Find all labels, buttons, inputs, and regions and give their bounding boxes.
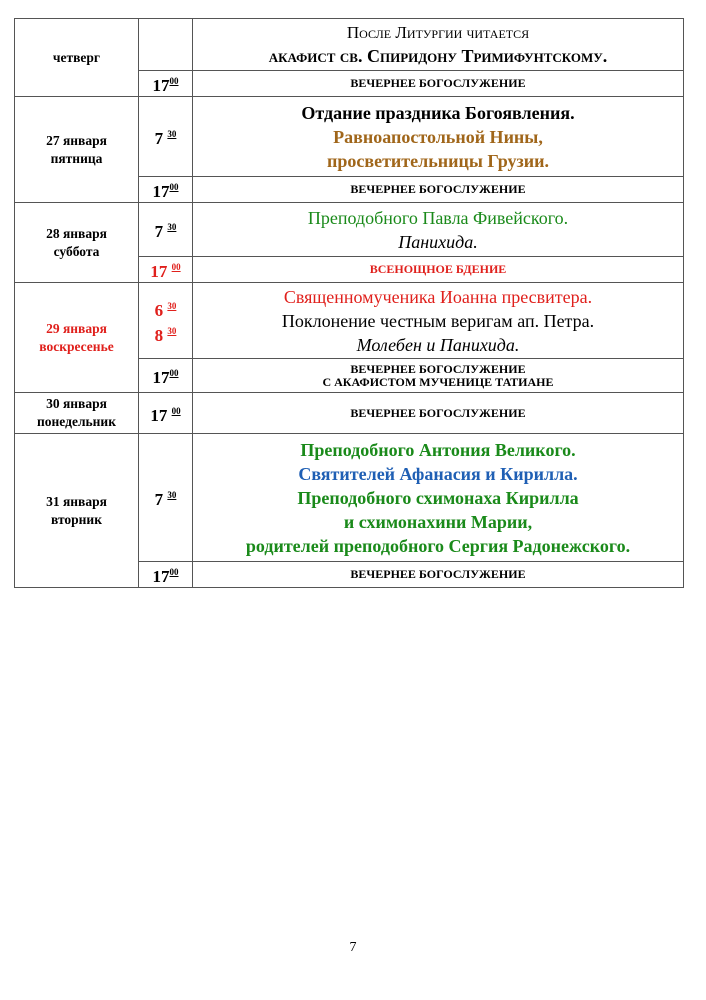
time-minutes: 30 [167,222,177,232]
time-minutes: 30 [167,129,177,139]
time-minutes: 30 [167,325,177,336]
weekday-label: вторник [50,511,102,527]
table-row [15,283,684,359]
time-cell [139,359,193,393]
date-label: 27 января [46,132,107,148]
date-label: 31 января [46,493,107,509]
time-cell [139,177,193,203]
weekday-label: воскресенье [39,338,114,354]
evening-service: ВЕЧЕРНЕЕ БОГОСЛУЖЕНИЕ [193,177,684,203]
saint-line: Святителей Афанасия и Кирилла. [298,463,578,484]
date-cell [15,434,139,588]
akathist-label: С АКАФИСТОМ МУЧЕНИЦЕ ТАТИАНЕ [322,374,554,389]
time-hour: 17 [152,182,170,201]
time-cell [139,257,193,283]
saint-line: Преподобного схимонаха Кирилла [297,487,579,508]
time-hour: 17 [150,405,168,425]
time-minutes: 00 [169,567,179,577]
date-cell [15,283,139,393]
event-cell [193,283,684,359]
date-cell [15,203,139,283]
evening-service [193,359,684,393]
event-cell [193,434,684,562]
time-cell [139,434,193,562]
time-minutes: 00 [169,182,179,192]
day-label: четверг [52,49,101,65]
time-minutes: 00 [169,76,179,86]
weekday-label: пятница [50,150,103,166]
event-cell [193,19,684,71]
time-cell [139,19,193,71]
time-cell [139,97,193,177]
time-minutes: 00 [169,368,179,378]
time-hour: 7 [154,490,164,509]
weekday-label: суббота [53,243,100,259]
saint-line: родителей преподобного Сергия Радонежского. [245,535,631,556]
saint-line: и схимонахини Марии, [343,511,533,532]
feast-line: Поклонение честным веригам ап. Петра. [281,310,595,331]
event-cell [193,203,684,257]
reading-line: После Литургии читается [346,23,530,42]
time-hour: 7 [154,222,164,241]
evening-service: ВЕЧЕРНЕЕ БОГОСЛУЖЕНИЕ [193,393,684,434]
evening-service: ВЕЧЕРНЕЕ БОГОСЛУЖЕНИЕ [193,562,684,588]
time-cell [139,203,193,257]
table-row [15,203,684,257]
table-row [15,393,684,434]
table-row [15,19,684,71]
evening-service: ВЕЧЕРНЕЕ БОГОСЛУЖЕНИЕ [193,71,684,97]
page-number: 7 [349,940,357,955]
time-minutes: 00 [171,262,181,272]
time-cell [139,393,193,434]
akathist-line: акафист св. Спиридону Тримифунтскому. [268,46,608,66]
time-cell [139,71,193,97]
date-cell [15,97,139,203]
date-label: 28 января [46,225,107,241]
vigil-service: ВСЕНОЩНОЕ БДЕНИЕ [193,257,684,283]
saint-line: Священномученика Иоанна пресвитера. [283,286,593,307]
time-hour: 17 [152,567,170,586]
saint-line: просветительницы Грузии. [327,150,549,171]
event-cell [193,97,684,177]
time-hour: 17 [152,76,170,95]
time-minutes: 00 [171,405,181,416]
time-hour: 17 [152,368,170,387]
time-minutes: 30 [167,490,177,500]
date-label: 30 января [46,396,107,411]
saint-line: Равноапостольной Нины, [333,126,543,147]
time-hour: 17 [150,262,168,281]
table-row [15,434,684,562]
saint-line: Преподобного Антония Великого. [300,439,576,460]
date-cell [15,393,139,434]
service-line: Молебен и Панихида. [356,334,520,355]
weekday-label: понедельник [37,414,116,429]
evening-label: ВЕЧЕРНЕЕ БОГОСЛУЖЕНИЕ [350,361,526,376]
feast-line: Отдание праздника Богоявления. [301,102,575,123]
time-cell [139,283,193,359]
time-hour: 6 [154,300,164,320]
schedule-table [14,18,684,588]
service-line: Панихида. [398,231,478,252]
time-hour: 8 [154,325,164,345]
saint-line: Преподобного Павла Фивейского. [307,207,569,228]
date-label: 29 января [46,320,107,336]
time-hour: 7 [154,129,164,148]
table-row [15,97,684,177]
time-cell [139,562,193,588]
time-minutes: 30 [167,300,177,311]
date-cell [15,19,139,97]
